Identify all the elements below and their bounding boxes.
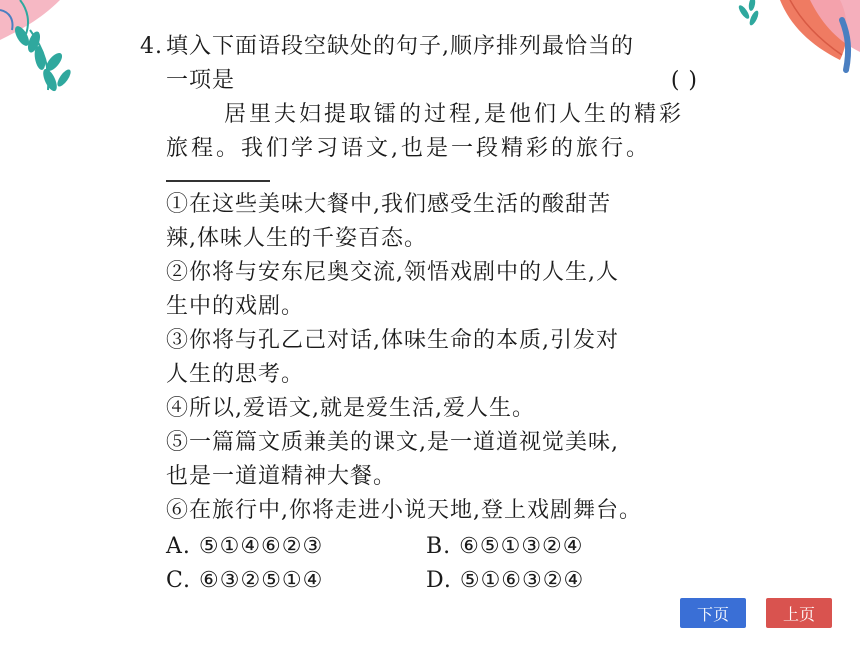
sentence-list <box>140 188 710 528</box>
leaf-decoration-top-right <box>730 0 860 80</box>
sentence-line: ③你将与孔乙己对话,体味生命的本质,引发对 <box>166 328 619 353</box>
sentence-line: 人生的思考。 <box>166 362 305 387</box>
sentence-line: ①在这些美味大餐中,我们感受生活的酸甜苦 <box>166 192 611 217</box>
answer-choices <box>140 530 710 598</box>
question-number: 4. <box>140 34 163 59</box>
next-page-button[interactable]: 下页 <box>680 598 746 628</box>
choice-row <box>166 564 710 598</box>
sentence-line: ②你将与安东尼奥交流,领悟戏剧中的人生,人 <box>166 260 619 285</box>
question-stem-line-2: 一项是 <box>166 68 236 93</box>
choice-b: B. ⑥⑤①③②④ <box>426 534 584 559</box>
question-stem-line-1: 填入下面语段空缺处的句子,顺序排列最恰当的 <box>166 34 634 59</box>
blank-line <box>166 180 270 182</box>
passage-line-2: 旅程。我们学习语文,也是一段精彩的旅行。 <box>166 136 651 161</box>
passage-line-1: 居里夫妇提取镭的过程,是他们人生的精彩 <box>224 102 684 127</box>
sentence-line: ④所以,爱语文,就是爱生活,爱人生。 <box>166 396 535 421</box>
answer-bracket: ( ) <box>670 68 698 93</box>
sentence-line: 辣,体味人生的千姿百态。 <box>166 226 427 251</box>
sentence-line: ⑤一篇篇文质兼美的课文,是一道道视觉美味, <box>166 430 619 455</box>
sentence-line: ⑥在旅行中,你将走进小说天地,登上戏剧舞台。 <box>166 498 642 523</box>
question-stem <box>140 30 710 64</box>
question-stem-line-2-row <box>140 64 710 98</box>
leaf-decoration-top-left <box>0 0 110 120</box>
choice-d: D. ⑤①⑥③②④ <box>426 568 585 593</box>
passage <box>140 98 710 166</box>
sentence-line: 也是一道道精神大餐。 <box>166 464 397 489</box>
choice-row <box>166 530 710 564</box>
choice-a: A. ⑤①④⑥②③ <box>166 534 324 559</box>
question-block <box>140 30 710 598</box>
choice-c: C. ⑥③②⑤①④ <box>166 568 324 593</box>
sentence-line: 生中的戏剧。 <box>166 294 305 319</box>
previous-page-button[interactable]: 上页 <box>766 598 832 628</box>
